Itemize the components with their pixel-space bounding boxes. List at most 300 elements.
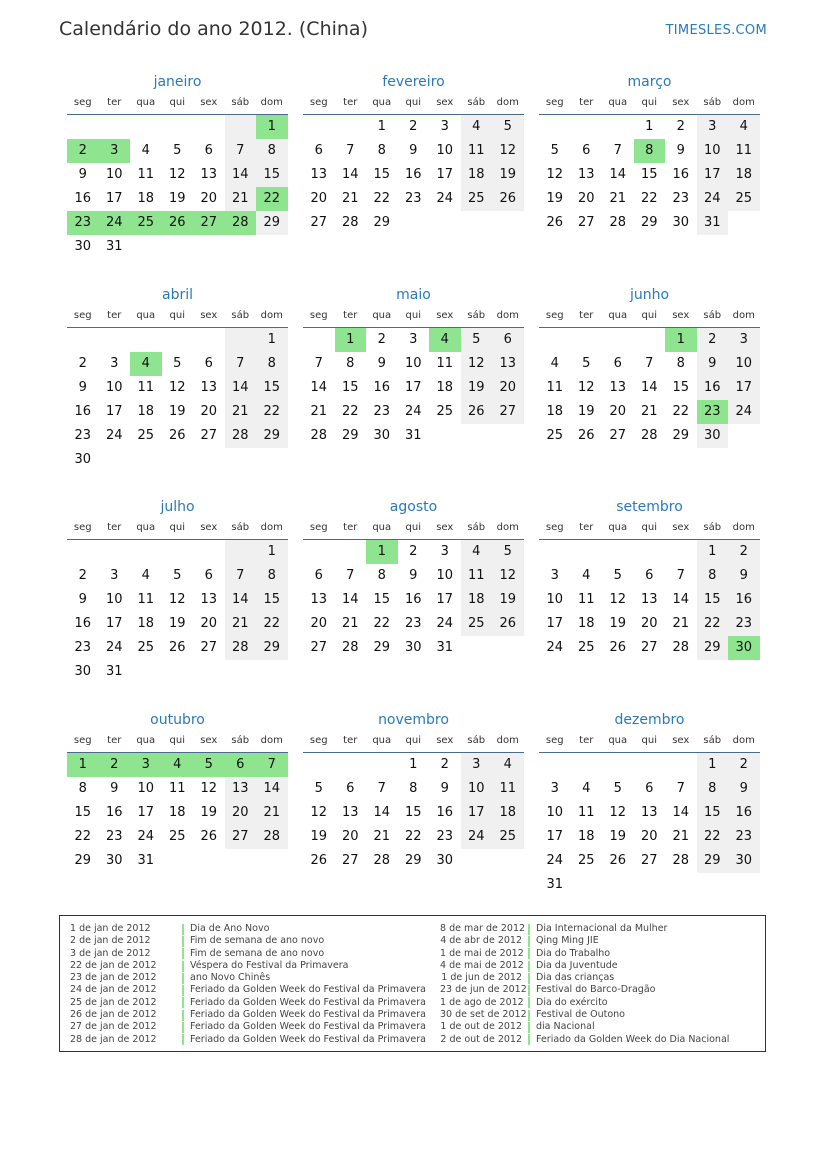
day-cell[interactable]: 7 (346, 568, 355, 583)
day-cell[interactable]: 21 (609, 191, 627, 206)
day-cell[interactable]: 16 (697, 376, 729, 400)
day-cell[interactable]: 1 (409, 757, 418, 772)
day-cell[interactable]: 17 (728, 376, 760, 400)
day-cell[interactable]: 6 (204, 568, 213, 583)
holiday-day-cell[interactable]: 2 (99, 753, 131, 777)
holiday-day-cell[interactable]: 24 (99, 211, 131, 235)
holiday-day-cell[interactable]: 5 (193, 753, 225, 777)
day-cell[interactable]: 24 (546, 853, 564, 868)
day-cell[interactable]: 25 (137, 428, 155, 443)
day-cell[interactable]: 30 (105, 853, 123, 868)
day-cell[interactable]: 30 (373, 428, 391, 443)
day-cell[interactable]: 6 (314, 143, 323, 158)
day-cell[interactable]: 25 (492, 825, 524, 849)
day-cell[interactable]: 6 (204, 356, 213, 371)
day-cell[interactable]: 8 (346, 356, 355, 371)
day-cell[interactable]: 12 (492, 139, 524, 163)
day-cell[interactable]: 23 (436, 829, 454, 844)
day-cell[interactable]: 29 (697, 636, 729, 660)
day-cell[interactable]: 16 (436, 805, 454, 820)
day-cell[interactable]: 23 (404, 616, 422, 631)
day-cell[interactable]: 22 (373, 191, 391, 206)
day-cell[interactable]: 16 (728, 801, 760, 825)
day-cell[interactable]: 14 (672, 805, 690, 820)
day-cell[interactable]: 29 (697, 849, 729, 873)
day-cell[interactable]: 21 (341, 616, 359, 631)
day-cell[interactable]: 8 (377, 568, 386, 583)
day-cell[interactable]: 12 (168, 167, 186, 182)
day-cell[interactable]: 14 (672, 592, 690, 607)
day-cell[interactable]: 28 (640, 428, 658, 443)
day-cell[interactable]: 17 (461, 801, 493, 825)
day-cell[interactable]: 12 (492, 564, 524, 588)
day-cell[interactable]: 22 (672, 404, 690, 419)
day-cell[interactable]: 25 (546, 428, 564, 443)
day-cell[interactable]: 28 (310, 428, 328, 443)
day-cell[interactable]: 25 (461, 612, 493, 636)
day-cell[interactable]: 26 (492, 187, 524, 211)
day-cell[interactable]: 1 (645, 119, 654, 134)
day-cell[interactable]: 20 (640, 829, 658, 844)
holiday-day-cell[interactable]: 23 (697, 400, 729, 424)
day-cell[interactable]: 13 (640, 805, 658, 820)
day-cell[interactable]: 11 (492, 777, 524, 801)
day-cell[interactable]: 25 (461, 187, 493, 211)
day-cell[interactable]: 30 (436, 853, 454, 868)
day-cell[interactable]: 24 (105, 428, 123, 443)
day-cell[interactable]: 8 (377, 143, 386, 158)
day-cell[interactable]: 21 (373, 829, 391, 844)
day-cell[interactable]: 7 (676, 781, 685, 796)
day-cell[interactable]: 2 (440, 757, 449, 772)
day-cell[interactable]: 15 (74, 805, 92, 820)
day-cell[interactable]: 23 (728, 825, 760, 849)
day-cell[interactable]: 9 (110, 781, 119, 796)
day-cell[interactable]: 11 (436, 356, 454, 371)
day-cell[interactable]: 8 (78, 781, 87, 796)
holiday-day-cell[interactable]: 2 (67, 139, 99, 163)
day-cell[interactable]: 7 (225, 352, 257, 376)
day-cell[interactable]: 26 (200, 829, 218, 844)
day-cell[interactable]: 12 (461, 352, 493, 376)
day-cell[interactable]: 20 (225, 801, 257, 825)
day-cell[interactable]: 27 (310, 640, 328, 655)
day-cell[interactable]: 25 (728, 187, 760, 211)
day-cell[interactable]: 20 (200, 616, 218, 631)
day-cell[interactable]: 31 (105, 239, 123, 254)
day-cell[interactable]: 25 (577, 640, 595, 655)
day-cell[interactable]: 3 (110, 356, 119, 371)
day-cell[interactable]: 1 (697, 753, 729, 777)
day-cell[interactable]: 11 (461, 564, 493, 588)
day-cell[interactable]: 10 (546, 805, 564, 820)
day-cell[interactable]: 27 (609, 428, 627, 443)
day-cell[interactable]: 17 (546, 616, 564, 631)
day-cell[interactable]: 26 (168, 428, 186, 443)
holiday-day-cell[interactable]: 22 (256, 187, 288, 211)
day-cell[interactable]: 3 (110, 568, 119, 583)
day-cell[interactable]: 1 (377, 119, 386, 134)
day-cell[interactable]: 19 (609, 829, 627, 844)
day-cell[interactable]: 5 (613, 781, 622, 796)
holiday-day-cell[interactable]: 1 (67, 753, 99, 777)
day-cell[interactable]: 13 (640, 592, 658, 607)
day-cell[interactable]: 22 (74, 829, 92, 844)
day-cell[interactable]: 21 (672, 616, 690, 631)
day-cell[interactable]: 10 (404, 356, 422, 371)
day-cell[interactable]: 24 (546, 640, 564, 655)
day-cell[interactable]: 5 (492, 540, 524, 564)
day-cell[interactable]: 3 (697, 115, 729, 139)
holiday-day-cell[interactable]: 26 (162, 211, 194, 235)
day-cell[interactable]: 8 (697, 564, 729, 588)
day-cell[interactable]: 20 (577, 191, 595, 206)
day-cell[interactable]: 9 (78, 167, 87, 182)
day-cell[interactable]: 5 (314, 781, 323, 796)
day-cell[interactable]: 4 (550, 356, 559, 371)
day-cell[interactable]: 20 (310, 191, 328, 206)
day-cell[interactable]: 12 (546, 167, 564, 182)
brand-link[interactable]: TIMESLES.COM (665, 23, 767, 38)
holiday-day-cell[interactable]: 27 (193, 211, 225, 235)
day-cell[interactable]: 24 (697, 187, 729, 211)
holiday-day-cell[interactable]: 28 (225, 211, 257, 235)
day-cell[interactable]: 16 (74, 191, 92, 206)
day-cell[interactable]: 28 (256, 825, 288, 849)
day-cell[interactable]: 12 (609, 805, 627, 820)
day-cell[interactable]: 18 (461, 588, 493, 612)
day-cell[interactable]: 16 (404, 167, 422, 182)
day-cell[interactable]: 14 (256, 777, 288, 801)
day-cell[interactable]: 22 (341, 404, 359, 419)
day-cell[interactable]: 12 (168, 592, 186, 607)
day-cell[interactable]: 4 (492, 753, 524, 777)
day-cell[interactable]: 12 (200, 781, 218, 796)
day-cell[interactable]: 12 (577, 380, 595, 395)
day-cell[interactable]: 9 (409, 143, 418, 158)
day-cell[interactable]: 2 (728, 753, 760, 777)
day-cell[interactable]: 24 (461, 825, 493, 849)
day-cell[interactable]: 18 (137, 404, 155, 419)
day-cell[interactable]: 30 (672, 215, 690, 230)
day-cell[interactable]: 9 (728, 777, 760, 801)
day-cell[interactable]: 5 (173, 143, 182, 158)
day-cell[interactable]: 14 (341, 592, 359, 607)
day-cell[interactable]: 13 (577, 167, 595, 182)
day-cell[interactable]: 4 (141, 143, 150, 158)
holiday-day-cell[interactable]: 23 (67, 211, 99, 235)
day-cell[interactable]: 9 (409, 568, 418, 583)
day-cell[interactable]: 13 (609, 380, 627, 395)
day-cell[interactable]: 29 (256, 424, 288, 448)
holiday-day-cell[interactable]: 1 (256, 115, 288, 139)
day-cell[interactable]: 18 (461, 163, 493, 187)
day-cell[interactable]: 16 (373, 380, 391, 395)
day-cell[interactable]: 1 (256, 328, 288, 352)
day-cell[interactable]: 17 (105, 616, 123, 631)
day-cell[interactable]: 24 (728, 400, 760, 424)
day-cell[interactable]: 18 (728, 163, 760, 187)
day-cell[interactable]: 5 (582, 356, 591, 371)
day-cell[interactable]: 26 (461, 400, 493, 424)
day-cell[interactable]: 27 (640, 640, 658, 655)
day-cell[interactable]: 29 (640, 215, 658, 230)
day-cell[interactable]: 10 (436, 143, 454, 158)
day-cell[interactable]: 26 (168, 640, 186, 655)
day-cell[interactable]: 31 (105, 664, 123, 679)
day-cell[interactable]: 8 (256, 352, 288, 376)
day-cell[interactable]: 14 (341, 167, 359, 182)
day-cell[interactable]: 8 (409, 781, 418, 796)
day-cell[interactable]: 2 (697, 328, 729, 352)
day-cell[interactable]: 10 (546, 592, 564, 607)
day-cell[interactable]: 21 (225, 612, 257, 636)
day-cell[interactable]: 26 (609, 640, 627, 655)
day-cell[interactable]: 19 (577, 404, 595, 419)
day-cell[interactable]: 28 (341, 640, 359, 655)
day-cell[interactable]: 7 (377, 781, 386, 796)
day-cell[interactable]: 19 (492, 588, 524, 612)
day-cell[interactable]: 17 (404, 380, 422, 395)
day-cell[interactable]: 5 (173, 568, 182, 583)
day-cell[interactable]: 13 (310, 592, 328, 607)
day-cell[interactable]: 10 (436, 568, 454, 583)
day-cell[interactable]: 28 (225, 636, 257, 660)
day-cell[interactable]: 17 (436, 167, 454, 182)
day-cell[interactable]: 28 (609, 215, 627, 230)
holiday-day-cell[interactable]: 4 (429, 328, 461, 352)
day-cell[interactable]: 24 (404, 404, 422, 419)
day-cell[interactable]: 29 (256, 636, 288, 660)
day-cell[interactable]: 8 (697, 777, 729, 801)
day-cell[interactable]: 14 (640, 380, 658, 395)
day-cell[interactable]: 11 (577, 805, 595, 820)
day-cell[interactable]: 9 (440, 781, 449, 796)
day-cell[interactable]: 22 (373, 616, 391, 631)
day-cell[interactable]: 29 (373, 640, 391, 655)
day-cell[interactable]: 12 (310, 805, 328, 820)
holiday-day-cell[interactable]: 3 (130, 753, 162, 777)
day-cell[interactable]: 23 (74, 640, 92, 655)
day-cell[interactable]: 2 (78, 356, 87, 371)
day-cell[interactable]: 8 (676, 356, 685, 371)
day-cell[interactable]: 4 (461, 115, 493, 139)
day-cell[interactable]: 27 (200, 428, 218, 443)
day-cell[interactable]: 10 (105, 592, 123, 607)
day-cell[interactable]: 10 (728, 352, 760, 376)
day-cell[interactable]: 4 (582, 568, 591, 583)
day-cell[interactable]: 17 (105, 404, 123, 419)
day-cell[interactable]: 7 (613, 143, 622, 158)
day-cell[interactable]: 24 (436, 191, 454, 206)
day-cell[interactable]: 11 (461, 139, 493, 163)
day-cell[interactable]: 12 (609, 592, 627, 607)
day-cell[interactable]: 26 (609, 853, 627, 868)
day-cell[interactable]: 11 (577, 592, 595, 607)
day-cell[interactable]: 19 (609, 616, 627, 631)
day-cell[interactable]: 22 (256, 400, 288, 424)
day-cell[interactable]: 14 (609, 167, 627, 182)
day-cell[interactable]: 10 (697, 139, 729, 163)
day-cell[interactable]: 2 (728, 540, 760, 564)
day-cell[interactable]: 12 (168, 380, 186, 395)
day-cell[interactable]: 6 (645, 781, 654, 796)
day-cell[interactable]: 4 (461, 540, 493, 564)
day-cell[interactable]: 30 (697, 424, 729, 448)
day-cell[interactable]: 18 (577, 829, 595, 844)
day-cell[interactable]: 2 (676, 119, 685, 134)
day-cell[interactable]: 16 (74, 404, 92, 419)
day-cell[interactable]: 28 (672, 853, 690, 868)
day-cell[interactable]: 21 (341, 191, 359, 206)
day-cell[interactable]: 6 (346, 781, 355, 796)
day-cell[interactable]: 24 (436, 616, 454, 631)
day-cell[interactable]: 14 (225, 588, 257, 612)
day-cell[interactable]: 20 (200, 404, 218, 419)
day-cell[interactable]: 29 (256, 211, 288, 235)
day-cell[interactable]: 23 (105, 829, 123, 844)
day-cell[interactable]: 7 (676, 568, 685, 583)
holiday-day-cell[interactable]: 1 (366, 540, 398, 564)
day-cell[interactable]: 9 (676, 143, 685, 158)
day-cell[interactable]: 19 (168, 404, 186, 419)
day-cell[interactable]: 26 (577, 428, 595, 443)
day-cell[interactable]: 27 (200, 640, 218, 655)
day-cell[interactable]: 3 (461, 753, 493, 777)
day-cell[interactable]: 13 (492, 352, 524, 376)
day-cell[interactable]: 15 (373, 592, 391, 607)
day-cell[interactable]: 16 (404, 592, 422, 607)
day-cell[interactable]: 9 (697, 352, 729, 376)
day-cell[interactable]: 3 (728, 328, 760, 352)
day-cell[interactable]: 20 (341, 829, 359, 844)
day-cell[interactable]: 13 (200, 380, 218, 395)
day-cell[interactable]: 2 (409, 544, 418, 559)
day-cell[interactable]: 3 (409, 332, 418, 347)
day-cell[interactable]: 5 (550, 143, 559, 158)
holiday-day-cell[interactable]: 6 (225, 753, 257, 777)
day-cell[interactable]: 10 (105, 380, 123, 395)
day-cell[interactable]: 2 (78, 568, 87, 583)
day-cell[interactable]: 17 (436, 592, 454, 607)
day-cell[interactable]: 18 (492, 801, 524, 825)
day-cell[interactable]: 20 (200, 191, 218, 206)
day-cell[interactable]: 7 (346, 143, 355, 158)
holiday-day-cell[interactable]: 3 (99, 139, 131, 163)
day-cell[interactable]: 13 (341, 805, 359, 820)
day-cell[interactable]: 4 (582, 781, 591, 796)
day-cell[interactable]: 15 (256, 376, 288, 400)
day-cell[interactable]: 22 (697, 825, 729, 849)
day-cell[interactable]: 16 (105, 805, 123, 820)
day-cell[interactable]: 6 (492, 328, 524, 352)
day-cell[interactable]: 31 (404, 428, 422, 443)
day-cell[interactable]: 3 (440, 119, 449, 134)
day-cell[interactable]: 15 (256, 588, 288, 612)
day-cell[interactable]: 27 (577, 215, 595, 230)
day-cell[interactable]: 18 (577, 616, 595, 631)
day-cell[interactable]: 14 (225, 376, 257, 400)
day-cell[interactable]: 28 (373, 853, 391, 868)
day-cell[interactable]: 7 (314, 356, 323, 371)
day-cell[interactable]: 6 (204, 143, 213, 158)
day-cell[interactable]: 27 (310, 215, 328, 230)
day-cell[interactable]: 23 (728, 612, 760, 636)
day-cell[interactable]: 28 (225, 424, 257, 448)
day-cell[interactable]: 21 (225, 187, 257, 211)
day-cell[interactable]: 7 (225, 564, 257, 588)
day-cell[interactable]: 27 (225, 825, 257, 849)
day-cell[interactable]: 19 (200, 805, 218, 820)
day-cell[interactable]: 6 (314, 568, 323, 583)
day-cell[interactable]: 2 (377, 332, 386, 347)
day-cell[interactable]: 9 (78, 592, 87, 607)
day-cell[interactable]: 13 (310, 167, 328, 182)
holiday-day-cell[interactable]: 8 (634, 139, 666, 163)
day-cell[interactable]: 29 (74, 853, 92, 868)
day-cell[interactable]: 10 (105, 167, 123, 182)
day-cell[interactable]: 25 (137, 640, 155, 655)
day-cell[interactable]: 2 (409, 119, 418, 134)
day-cell[interactable]: 18 (546, 404, 564, 419)
day-cell[interactable]: 20 (640, 616, 658, 631)
day-cell[interactable]: 15 (341, 380, 359, 395)
day-cell[interactable]: 15 (373, 167, 391, 182)
day-cell[interactable]: 21 (310, 404, 328, 419)
day-cell[interactable]: 21 (256, 801, 288, 825)
day-cell[interactable]: 5 (492, 115, 524, 139)
day-cell[interactable]: 10 (137, 781, 155, 796)
day-cell[interactable]: 20 (310, 616, 328, 631)
day-cell[interactable]: 23 (672, 191, 690, 206)
holiday-day-cell[interactable]: 7 (256, 753, 288, 777)
day-cell[interactable]: 3 (440, 544, 449, 559)
holiday-day-cell[interactable]: 4 (162, 753, 194, 777)
day-cell[interactable]: 9 (377, 356, 386, 371)
day-cell[interactable]: 22 (697, 612, 729, 636)
day-cell[interactable]: 24 (137, 829, 155, 844)
day-cell[interactable]: 6 (613, 356, 622, 371)
day-cell[interactable]: 30 (74, 664, 92, 679)
day-cell[interactable]: 7 (225, 139, 257, 163)
day-cell[interactable]: 22 (640, 191, 658, 206)
day-cell[interactable]: 11 (546, 380, 564, 395)
day-cell[interactable]: 19 (168, 191, 186, 206)
day-cell[interactable]: 5 (613, 568, 622, 583)
day-cell[interactable]: 15 (640, 167, 658, 182)
day-cell[interactable]: 20 (609, 404, 627, 419)
day-cell[interactable]: 31 (546, 877, 564, 892)
day-cell[interactable]: 14 (310, 380, 328, 395)
day-cell[interactable]: 1 (256, 540, 288, 564)
day-cell[interactable]: 21 (225, 400, 257, 424)
day-cell[interactable]: 11 (728, 139, 760, 163)
day-cell[interactable]: 19 (546, 191, 564, 206)
day-cell[interactable]: 8 (256, 564, 288, 588)
day-cell[interactable]: 24 (105, 640, 123, 655)
day-cell[interactable]: 9 (78, 380, 87, 395)
day-cell[interactable]: 20 (492, 376, 524, 400)
day-cell[interactable]: 18 (137, 616, 155, 631)
day-cell[interactable]: 19 (492, 163, 524, 187)
day-cell[interactable]: 27 (341, 853, 359, 868)
day-cell[interactable]: 30 (74, 452, 92, 467)
day-cell[interactable]: 6 (645, 568, 654, 583)
day-cell[interactable]: 25 (168, 829, 186, 844)
day-cell[interactable]: 11 (137, 167, 155, 182)
day-cell[interactable]: 31 (436, 640, 454, 655)
day-cell[interactable]: 25 (436, 404, 454, 419)
